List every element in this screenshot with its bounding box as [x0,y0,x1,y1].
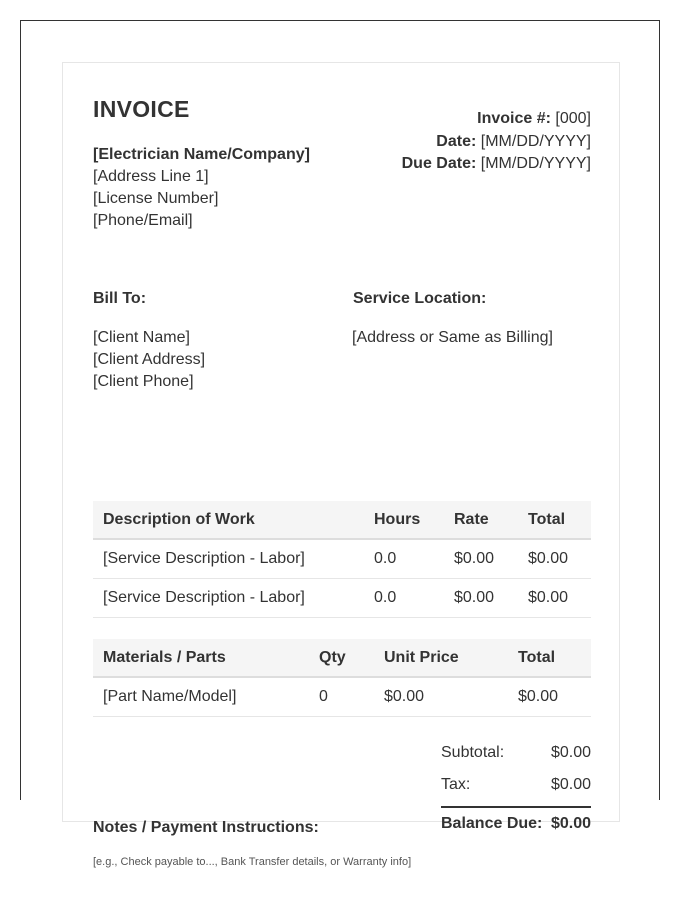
labor-header-total: Total [518,501,591,539]
company-contact: [Phone/Email] [93,212,193,229]
balance-due-label: Balance Due: [441,815,543,832]
table-row [93,539,591,578]
materials-header-part: Materials / Parts [93,639,309,677]
balance-due-value: $0.00 [550,815,591,832]
labor-header-rate: Rate [444,501,518,539]
notes-text: [e.g., Check payable to..., Bank Transfer details, or Warranty info] [93,856,412,868]
labor-header-description: Description of Work [93,501,364,539]
materials-part-cell: [Part Name/Model] [93,677,309,716]
labor-total-cell: $0.00 [518,578,591,617]
labor-table [93,501,591,618]
tax-label: Tax: [441,776,471,793]
invoice-number-row [402,108,591,131]
bill-to-heading: Bill To: [93,290,147,307]
invoice-due-row [402,153,591,176]
invoice-number-label: Invoice #: [477,110,551,127]
labor-header-row [93,501,591,539]
materials-header-unit-price: Unit Price [374,639,508,677]
subtotal-row [441,742,591,774]
labor-rate-cell: $0.00 [444,539,518,578]
totals-block [441,742,591,845]
company-license: [License Number] [93,190,219,207]
materials-header-total: Total [508,639,591,677]
company-block [93,144,310,232]
invoice-meta [402,108,591,176]
balance-due-row [441,806,591,845]
subtotal-value: $0.00 [550,744,591,761]
labor-total-cell: $0.00 [518,539,591,578]
labor-hours-cell: 0.0 [364,578,444,617]
table-row [93,677,591,716]
invoice-date-row [402,131,591,154]
labor-description-cell: [Service Description - Labor] [93,539,364,578]
client-phone: [Client Phone] [93,373,194,390]
invoice-sheet [62,62,620,868]
materials-unit-price-cell: $0.00 [374,677,508,716]
labor-hours-cell: 0.0 [364,539,444,578]
invoice-due-label: Due Date: [401,155,477,172]
invoice-due-value: [MM/DD/YYYY] [480,155,591,172]
client-name: [Client Name] [93,329,190,346]
subtotal-label: Subtotal: [441,744,505,761]
page-frame [20,20,660,868]
materials-header-row [93,639,591,677]
invoice-date-value: [MM/DD/YYYY] [480,132,591,150]
service-location-block [353,289,553,349]
labor-header-hours: Hours [364,501,444,539]
tax-row [441,774,591,806]
materials-table [93,639,591,717]
client-address: [Client Address] [93,351,206,368]
invoice-date-label: Date: [436,132,477,150]
table-row [93,578,591,617]
labor-rate-cell: $0.00 [444,578,518,617]
invoice-number-value: [000] [555,110,591,127]
materials-header-qty: Qty [309,639,374,677]
service-location-heading: Service Location: [353,290,487,307]
notes-heading: Notes / Payment Instructions: [93,819,319,836]
invoice-title: INVOICE [93,96,190,122]
bill-to-block [93,289,205,393]
company-address: [Address Line 1] [93,168,209,185]
company-name: [Electrician Name/Company] [93,146,310,163]
service-location-address: [Address or Same as Billing] [352,329,553,346]
tax-value: $0.00 [550,776,591,793]
materials-total-cell: $0.00 [508,677,591,716]
materials-qty-cell: 0 [309,677,374,716]
labor-description-cell: [Service Description - Labor] [93,578,364,617]
